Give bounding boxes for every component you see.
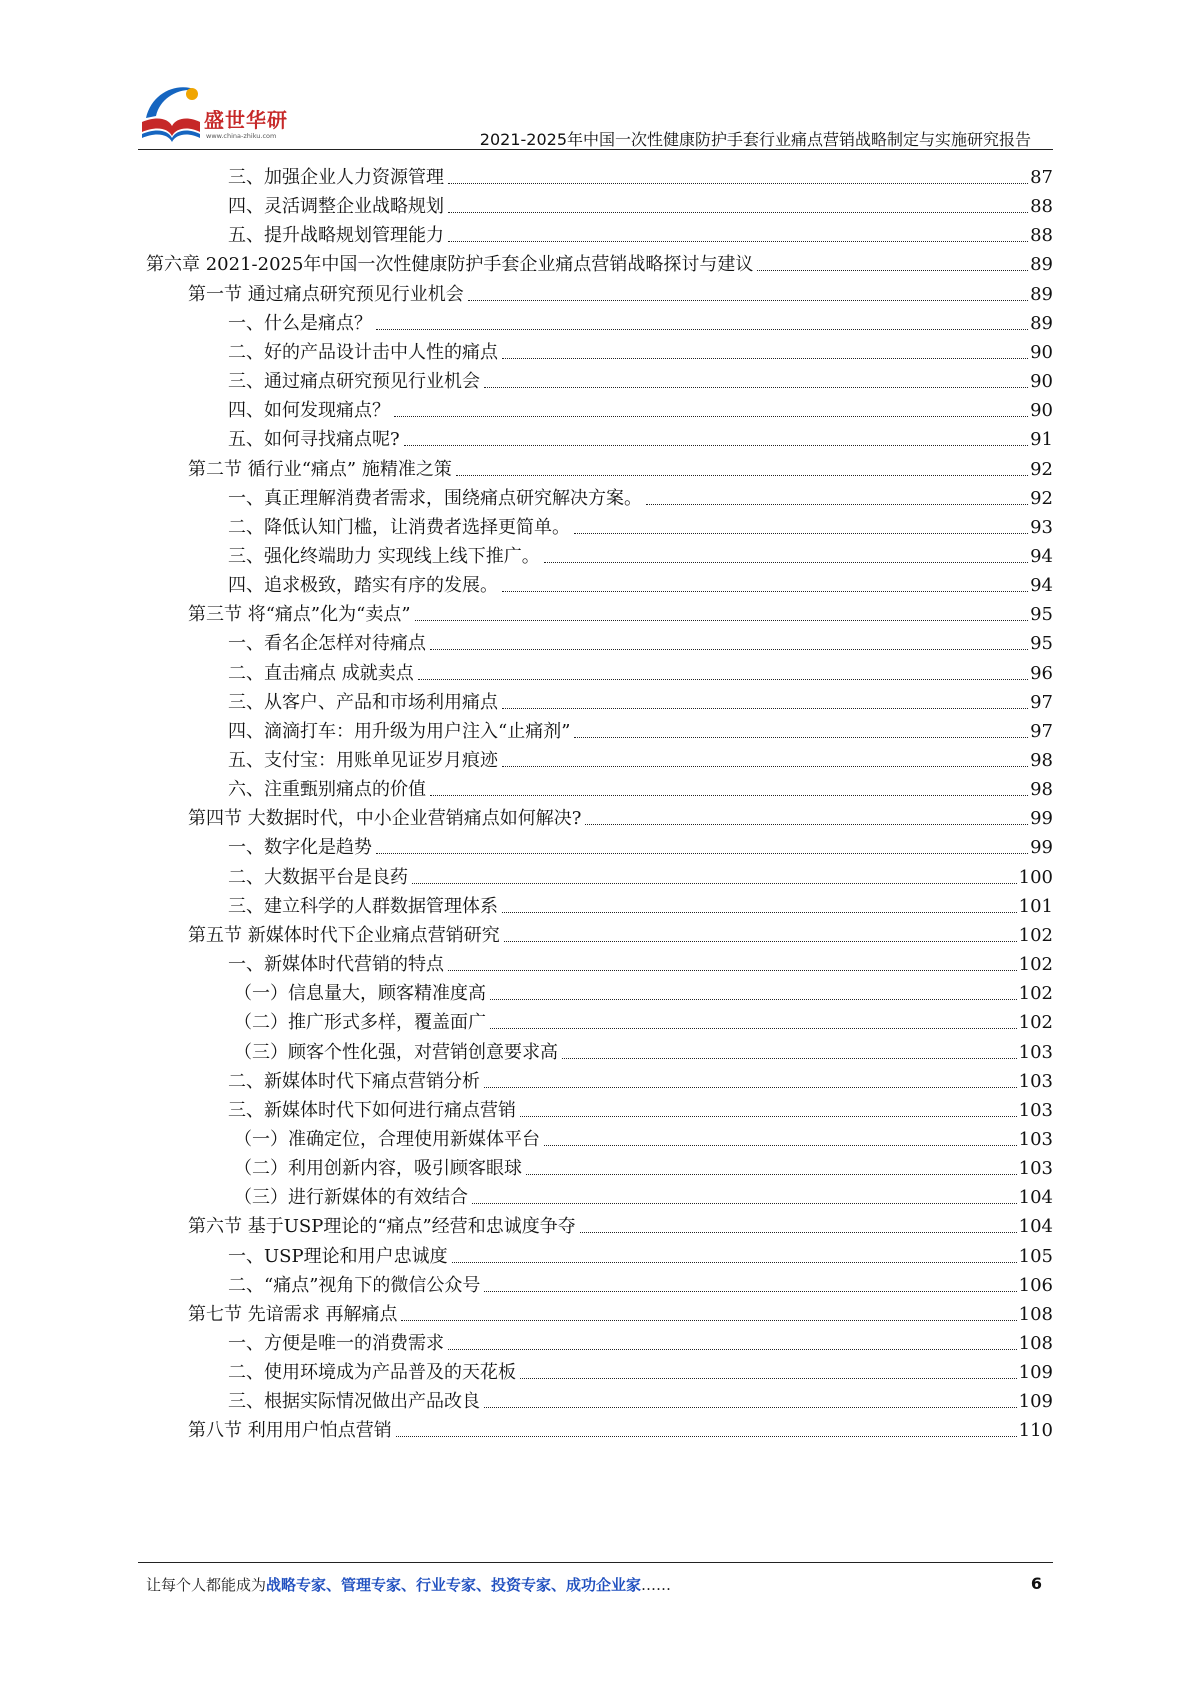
toc-entry-page: 94 [1030,575,1053,597]
toc-entry[interactable] [228,422,1053,452]
toc-entry-page: 92 [1030,487,1053,509]
toc-dot-leader [574,737,1028,738]
toc-entry[interactable] [228,1093,1053,1123]
toc-dot-leader [430,649,1028,650]
toc-entry-page: 105 [1018,1245,1053,1267]
toc-dot-leader [376,853,1028,854]
toc-dot-leader [544,562,1028,563]
toc-entry-label: 一、看名企怎样对待痛点 [228,633,426,655]
toc-entry-page: 95 [1030,604,1053,626]
toc-entry-label: 四、如何发现痛点？ [228,400,390,422]
toc-entry-page: 104 [1018,1216,1053,1238]
toc-entry-label: 二、使用环境成为产品普及的天花板 [228,1362,516,1384]
toc-entry-page: 103 [1018,1041,1053,1063]
logo-text: 盛世华研 [204,108,288,132]
toc-entry[interactable] [228,889,1053,919]
toc-entry-label: 一、USP理论和用户忠诚度 [228,1245,448,1267]
toc-dot-leader [757,270,1028,271]
toc-entry-label: 四、灵活调整企业战略规划 [228,196,444,218]
toc-dot-leader [430,795,1028,796]
toc-entry[interactable] [228,481,1053,511]
toc-dot-leader [502,912,1017,913]
toc-entry[interactable] [228,1239,1053,1269]
toc-dot-leader [520,1116,1017,1117]
toc-entry[interactable] [146,247,1053,277]
toc-entry-page: 103 [1018,1099,1053,1121]
toc-dot-leader [448,1349,1017,1350]
toc-entry-label: 五、支付宝：用账单见证岁月痕迹 [228,750,498,771]
toc-entry-page: 98 [1030,750,1053,771]
toc-dot-leader [490,999,1017,1000]
toc-entry[interactable] [234,1005,1053,1035]
toc-entry-page: 108 [1018,1333,1053,1354]
toc-entry[interactable] [228,160,1053,190]
toc-dot-leader [585,824,1028,825]
toc-dot-leader [502,591,1028,592]
slogan-prefix: 让每个人都能成为 [146,1576,267,1594]
toc-entry-label: 第六章 2021-2025年中国一次性健康防护手套企业痛点营销战略探讨与建议 [146,254,754,276]
toc-entry-label: 五、如何寻找痛点呢? [228,429,400,451]
toc-entry-label: （二）利用创新内容，吸引顾客眼球 [234,1158,522,1180]
toc-entry-label: 第三节 将“痛点”化为“卖点” [188,604,411,626]
toc-dot-leader [448,241,1028,242]
toc-dot-leader [562,1058,1017,1059]
book-logo-icon [138,82,204,146]
toc-entry-page: 108 [1018,1303,1053,1325]
toc-dot-leader [580,1232,1017,1233]
toc-dot-leader [526,1174,1017,1175]
toc-entry-label: 三、强化终端助力 实现线上线下推广。 [228,545,540,567]
toc-entry[interactable] [228,947,1053,977]
toc-entry[interactable] [228,335,1053,365]
toc-entry[interactable] [228,364,1053,394]
page-number: 6 [1030,1574,1042,1593]
toc-entry[interactable] [228,772,1053,802]
toc-entry-label: 二、好的产品设计击中人性的痛点 [228,341,498,363]
toc-dot-leader [502,358,1028,359]
toc-entry-page: 103 [1018,1128,1053,1150]
toc-entry[interactable] [188,277,1053,307]
toc-entry-page: 109 [1018,1362,1053,1384]
toc-entry[interactable] [228,189,1053,219]
toc-entry[interactable] [228,1326,1053,1356]
toc-entry-page: 88 [1030,225,1053,247]
toc-entry-label: 第四节 大数据时代，中小企业营销痛点如何解决? [188,808,582,830]
toc-entry-page: 92 [1030,458,1053,480]
toc-entry[interactable] [188,1413,1053,1443]
toc-entry-page: 89 [1030,283,1053,305]
toc-entry[interactable] [228,626,1053,656]
toc-entry-label: 第七节 先谙需求 再解痛点 [188,1303,398,1325]
toc-entry-page: 109 [1018,1391,1053,1413]
toc-dot-leader [448,212,1028,213]
toc-entry-label: 第六节 基于USP理论的“痛点”经营和忠诚度争夺 [188,1216,576,1238]
toc-dot-leader [484,1087,1017,1088]
toc-entry[interactable] [188,597,1053,627]
toc-entry-label: 一、方便是唯一的消费需求 [228,1333,444,1354]
toc-entry[interactable] [188,452,1053,482]
toc-entry-page: 89 [1030,254,1053,276]
toc-entry-label: 三、根据实际情况做出产品改良 [228,1391,480,1413]
toc-entry[interactable] [234,976,1053,1006]
toc-entry[interactable] [228,743,1053,773]
toc-entry-label: （三）顾客个性化强，对营销创意要求高 [234,1041,558,1063]
toc-entry-page: 101 [1018,895,1053,917]
toc-dot-leader [401,1320,1016,1321]
toc-entry[interactable] [228,218,1053,248]
toc-entry[interactable] [228,685,1053,715]
logo-url: www.china-zhiku.com [206,132,277,140]
toc-entry-label: （一）信息量大，顾客精准度高 [234,983,486,1005]
toc-dot-leader [472,1203,1017,1204]
toc-dot-leader [646,504,1028,505]
toc-entry-page: 99 [1030,808,1053,830]
toc-dot-leader [448,183,1028,184]
toc-entry-page: 103 [1018,1070,1053,1092]
toc-dot-leader [574,533,1028,534]
toc-entry-page: 90 [1030,400,1053,422]
toc-entry[interactable] [228,393,1053,423]
toc-entry-page: 95 [1030,633,1053,655]
toc-entry-label: 第二节 循行业“痛点” 施精准之策 [188,458,452,480]
toc-entry-label: 一、数字化是趋势 [228,837,372,859]
toc-entry[interactable] [188,918,1053,948]
toc-entry[interactable] [234,1122,1053,1152]
toc-dot-leader [404,445,1028,446]
toc-entry[interactable] [234,1180,1053,1210]
page-header [0,0,1191,150]
toc-entry-label: （三）进行新媒体的有效结合 [234,1187,468,1209]
toc-dot-leader [448,970,1017,971]
toc-entry-page: 91 [1030,429,1053,451]
toc-dot-leader [490,1028,1017,1029]
toc-entry-label: 二、大数据平台是良药 [228,866,408,888]
toc-entry[interactable] [228,1384,1053,1414]
toc-dot-leader [394,416,1028,417]
toc-dot-leader [520,1378,1017,1379]
toc-entry-label: 第五节 新媒体时代下企业痛点营销研究 [188,924,500,946]
toc-entry[interactable] [228,510,1053,540]
toc-dot-leader [376,329,1028,330]
toc-entry-label: 二、降低认知门槛，让消费者选择更简单。 [228,516,570,538]
company-logo [138,82,308,146]
slogan-highlight: 战略专家、管理专家、行业专家、投资专家、成功企业家 [266,1576,642,1594]
toc-dot-leader [502,708,1028,709]
toc-dot-leader [484,387,1028,388]
toc-entry-label: 三、新媒体时代下如何进行痛点营销 [228,1099,516,1121]
toc-entry-page: 102 [1018,983,1053,1005]
toc-dot-leader [484,1407,1017,1408]
toc-entry[interactable] [234,1035,1053,1065]
toc-entry[interactable] [234,1151,1053,1181]
toc-entry[interactable] [188,1209,1053,1239]
toc-entry-page: 90 [1030,371,1053,393]
toc-entry-page: 90 [1030,341,1053,363]
toc-entry-label: 六、注重甄别痛点的价值 [228,779,426,801]
toc-entry[interactable] [188,1297,1053,1327]
toc-entry-page: 98 [1030,779,1053,801]
page-footer [146,1574,1042,1602]
footer-divider [138,1562,1053,1563]
toc-entry[interactable] [188,801,1053,831]
toc-entry-label: 五、提升战略规划管理能力 [228,225,444,247]
toc-entry[interactable] [228,860,1053,890]
toc-dot-leader [544,1145,1017,1146]
toc-entry-label: 二、新媒体时代下痛点营销分析 [228,1070,480,1092]
toc-entry-page: 104 [1018,1187,1053,1209]
toc-entry-label: 一、真正理解消费者需求，围绕痛点研究解决方案。 [228,487,642,509]
toc-entry-label: 三、建立科学的人群数据管理体系 [228,895,498,917]
toc-entry-page: 96 [1030,662,1053,684]
toc-entry-label: 第一节 通过痛点研究预见行业机会 [188,283,464,305]
toc-entry-label: 三、加强企业人力资源管理 [228,167,444,188]
toc-dot-leader [468,300,1028,301]
report-title: 2021-2025年中国一次性健康防护手套行业痛点营销战略制定与实施研究报告 [479,130,1031,149]
toc-entry-page: 99 [1030,837,1053,859]
toc-entry-page: 87 [1030,167,1053,188]
toc-entry-label: 一、什么是痛点？ [228,312,372,334]
toc-entry-label: 三、从客户、产品和市场利用痛点 [228,691,498,713]
toc-entry[interactable] [228,830,1053,860]
toc-entry-label: （一）准确定位，合理使用新媒体平台 [234,1128,540,1150]
toc-entry-page: 102 [1018,1012,1053,1034]
toc-entry-page: 88 [1030,196,1053,218]
toc-entry[interactable] [228,539,1053,569]
toc-entry-page: 110 [1018,1420,1053,1442]
toc-entry[interactable] [228,1064,1053,1094]
toc-entry-page: 103 [1018,1158,1053,1180]
toc-entry-label: 三、通过痛点研究预见行业机会 [228,371,480,393]
toc-entry-page: 100 [1018,866,1053,888]
toc-dot-leader [504,941,1017,942]
toc-entry-page: 97 [1030,720,1053,742]
toc-entry-label: 一、新媒体时代营销的特点 [228,954,444,976]
footer-slogan [146,1574,671,1595]
toc-entry[interactable] [228,568,1053,598]
toc-entry-page: 106 [1018,1274,1053,1296]
toc-entry[interactable] [228,656,1053,686]
toc-dot-leader [452,1262,1017,1263]
toc-entry[interactable] [228,1268,1053,1298]
toc-entry-page: 97 [1030,691,1053,713]
toc-dot-leader [456,475,1028,476]
toc-entry-page: 102 [1018,924,1053,946]
toc-dot-leader [418,679,1028,680]
toc-entry-label: 二、“痛点”视角下的微信公众号 [228,1274,481,1296]
toc-dot-leader [502,766,1028,767]
slogan-suffix: …… [641,1576,672,1594]
toc-entry-label: 四、滴滴打车：用升级为用户注入“止痛剂” [228,720,571,742]
toc-entry[interactable] [228,306,1053,336]
toc-entry-page: 94 [1030,545,1053,567]
toc-entry-label: 四、追求极致，踏实有序的发展。 [228,575,498,597]
toc-entry[interactable] [228,1355,1053,1385]
toc-dot-leader [484,1291,1016,1292]
toc-dot-leader [412,883,1017,884]
toc-entry[interactable] [228,714,1053,744]
toc-entry-page: 93 [1030,516,1053,538]
toc-entry-page: 102 [1018,954,1053,976]
toc-dot-leader [415,620,1029,621]
toc-dot-leader [396,1436,1017,1437]
toc-entry-page: 89 [1030,312,1053,334]
header-divider [138,149,1053,150]
toc-entry-label: （二）推广形式多样，覆盖面广 [234,1012,486,1034]
toc-entry-label: 二、直击痛点 成就卖点 [228,662,414,684]
toc-entry-label: 第八节 利用用户怕点营销 [188,1420,392,1442]
